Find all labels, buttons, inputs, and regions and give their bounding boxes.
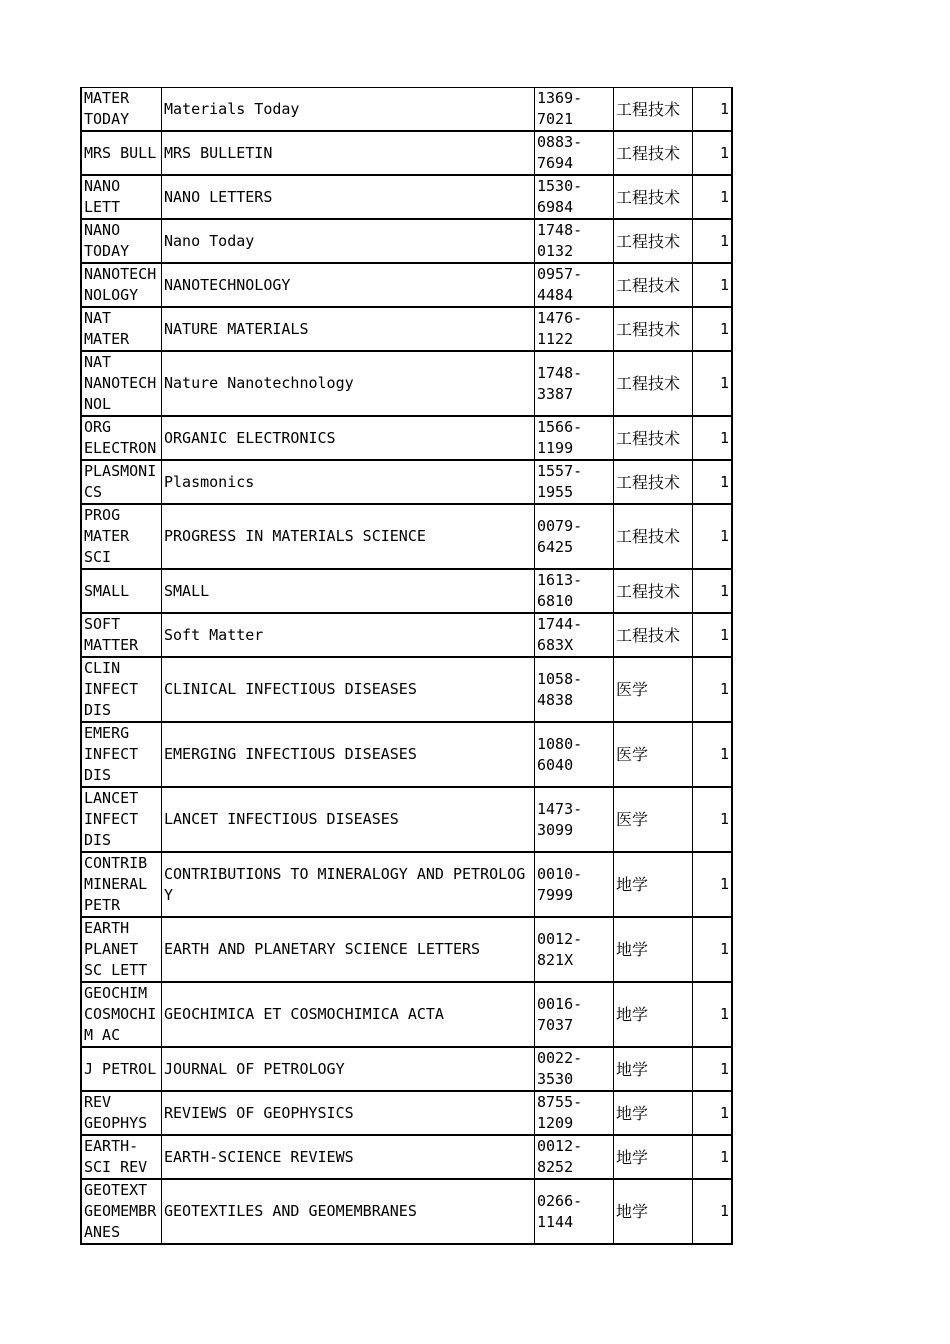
subject-cell: 工程技术 bbox=[614, 219, 693, 263]
issn-cell: 1748- 3387 bbox=[535, 351, 614, 416]
journal-abbreviation-cell: NAT NANOTECH NOL bbox=[81, 351, 162, 416]
rank-cell: 1 bbox=[693, 982, 733, 1047]
issn-cell: 0883- 7694 bbox=[535, 131, 614, 175]
journal-abbreviation-cell: MATER TODAY bbox=[81, 88, 162, 132]
issn-cell: 1557- 1955 bbox=[535, 460, 614, 504]
table-row bbox=[81, 416, 732, 460]
subject-cell: 工程技术 bbox=[614, 88, 693, 132]
table-row bbox=[81, 787, 732, 852]
rank-cell: 1 bbox=[693, 569, 733, 613]
subject-cell: 工程技术 bbox=[614, 131, 693, 175]
table-row bbox=[81, 131, 732, 175]
journal-title-cell: PROGRESS IN MATERIALS SCIENCE bbox=[162, 504, 535, 569]
rank-cell: 1 bbox=[693, 460, 733, 504]
issn-cell: 0012- 821X bbox=[535, 917, 614, 982]
rank-cell: 1 bbox=[693, 1047, 733, 1091]
subject-cell: 医学 bbox=[614, 657, 693, 722]
journal-table-body bbox=[81, 88, 732, 1245]
table-row bbox=[81, 722, 732, 787]
issn-cell: 1748- 0132 bbox=[535, 219, 614, 263]
table-row bbox=[81, 460, 732, 504]
subject-cell: 工程技术 bbox=[614, 263, 693, 307]
rank-cell: 1 bbox=[693, 657, 733, 722]
subject-cell: 工程技术 bbox=[614, 460, 693, 504]
journal-title-cell: SMALL bbox=[162, 569, 535, 613]
issn-cell: 0957- 4484 bbox=[535, 263, 614, 307]
journal-title-cell: EARTH AND PLANETARY SCIENCE LETTERS bbox=[162, 917, 535, 982]
subject-cell: 工程技术 bbox=[614, 175, 693, 219]
journal-abbreviation-cell: LANCET INFECT DIS bbox=[81, 787, 162, 852]
rank-cell: 1 bbox=[693, 787, 733, 852]
issn-cell: 0079- 6425 bbox=[535, 504, 614, 569]
table-row bbox=[81, 88, 732, 132]
issn-cell: 1476- 1122 bbox=[535, 307, 614, 351]
rank-cell: 1 bbox=[693, 722, 733, 787]
issn-cell: 1530- 6984 bbox=[535, 175, 614, 219]
journal-abbreviation-cell: REV GEOPHYS bbox=[81, 1091, 162, 1135]
journal-title-cell: JOURNAL OF PETROLOGY bbox=[162, 1047, 535, 1091]
journal-abbreviation-cell: J PETROL bbox=[81, 1047, 162, 1091]
journal-title-cell: EMERGING INFECTIOUS DISEASES bbox=[162, 722, 535, 787]
rank-cell: 1 bbox=[693, 504, 733, 569]
journal-title-cell: GEOCHIMICA ET COSMOCHIMICA ACTA bbox=[162, 982, 535, 1047]
issn-cell: 0016- 7037 bbox=[535, 982, 614, 1047]
subject-cell: 工程技术 bbox=[614, 504, 693, 569]
rank-cell: 1 bbox=[693, 219, 733, 263]
issn-cell: 0012- 8252 bbox=[535, 1135, 614, 1179]
table-row bbox=[81, 504, 732, 569]
table-row bbox=[81, 852, 732, 917]
journal-title-cell: REVIEWS OF GEOPHYSICS bbox=[162, 1091, 535, 1135]
journal-title-cell: CONTRIBUTIONS TO MINERALOGY AND PETROLOGY bbox=[162, 852, 535, 917]
journal-title-cell: Soft Matter bbox=[162, 613, 535, 657]
journal-table bbox=[80, 87, 733, 1245]
rank-cell: 1 bbox=[693, 917, 733, 982]
journal-abbreviation-cell: NAT MATER bbox=[81, 307, 162, 351]
journal-abbreviation-cell: MRS BULL bbox=[81, 131, 162, 175]
issn-cell: 1613- 6810 bbox=[535, 569, 614, 613]
rank-cell: 1 bbox=[693, 852, 733, 917]
journal-title-cell: Nature Nanotechnology bbox=[162, 351, 535, 416]
journal-abbreviation-cell: ORG ELECTRON bbox=[81, 416, 162, 460]
rank-cell: 1 bbox=[693, 88, 733, 132]
rank-cell: 1 bbox=[693, 351, 733, 416]
subject-cell: 医学 bbox=[614, 722, 693, 787]
issn-cell: 1080- 6040 bbox=[535, 722, 614, 787]
rank-cell: 1 bbox=[693, 131, 733, 175]
issn-cell: 1473- 3099 bbox=[535, 787, 614, 852]
journal-abbreviation-cell: PROG MATER SCI bbox=[81, 504, 162, 569]
journal-abbreviation-cell: EARTH PLANET SC LETT bbox=[81, 917, 162, 982]
subject-cell: 地学 bbox=[614, 917, 693, 982]
subject-cell: 地学 bbox=[614, 982, 693, 1047]
journal-abbreviation-cell: CLIN INFECT DIS bbox=[81, 657, 162, 722]
table-row bbox=[81, 613, 732, 657]
table-row bbox=[81, 1135, 732, 1179]
issn-cell: 0010- 7999 bbox=[535, 852, 614, 917]
journal-title-cell: LANCET INFECTIOUS DISEASES bbox=[162, 787, 535, 852]
journal-title-cell: Plasmonics bbox=[162, 460, 535, 504]
journal-abbreviation-cell: EMERG INFECT DIS bbox=[81, 722, 162, 787]
issn-cell: 8755- 1209 bbox=[535, 1091, 614, 1135]
rank-cell: 1 bbox=[693, 416, 733, 460]
journal-title-cell: Nano Today bbox=[162, 219, 535, 263]
table-row bbox=[81, 351, 732, 416]
rank-cell: 1 bbox=[693, 613, 733, 657]
subject-cell: 地学 bbox=[614, 1179, 693, 1244]
journal-abbreviation-cell: CONTRIB MINERAL PETR bbox=[81, 852, 162, 917]
subject-cell: 工程技术 bbox=[614, 416, 693, 460]
journal-abbreviation-cell: SOFT MATTER bbox=[81, 613, 162, 657]
rank-cell: 1 bbox=[693, 307, 733, 351]
subject-cell: 地学 bbox=[614, 852, 693, 917]
table-row bbox=[81, 917, 732, 982]
journal-abbreviation-cell: PLASMONI CS bbox=[81, 460, 162, 504]
table-row bbox=[81, 263, 732, 307]
table-row bbox=[81, 1091, 732, 1135]
table-row bbox=[81, 982, 732, 1047]
rank-cell: 1 bbox=[693, 175, 733, 219]
rank-cell: 1 bbox=[693, 1135, 733, 1179]
journal-title-cell: GEOTEXTILES AND GEOMEMBRANES bbox=[162, 1179, 535, 1244]
rank-cell: 1 bbox=[693, 1179, 733, 1244]
table-row bbox=[81, 569, 732, 613]
rank-cell: 1 bbox=[693, 1091, 733, 1135]
journal-title-cell: NATURE MATERIALS bbox=[162, 307, 535, 351]
journal-abbreviation-cell: EARTH- SCI REV bbox=[81, 1135, 162, 1179]
subject-cell: 工程技术 bbox=[614, 569, 693, 613]
issn-cell: 1744- 683X bbox=[535, 613, 614, 657]
journal-title-cell: NANOTECHNOLOGY bbox=[162, 263, 535, 307]
journal-title-cell: NANO LETTERS bbox=[162, 175, 535, 219]
subject-cell: 地学 bbox=[614, 1135, 693, 1179]
issn-cell: 0266- 1144 bbox=[535, 1179, 614, 1244]
journal-title-cell: EARTH-SCIENCE REVIEWS bbox=[162, 1135, 535, 1179]
subject-cell: 医学 bbox=[614, 787, 693, 852]
issn-cell: 1566- 1199 bbox=[535, 416, 614, 460]
subject-cell: 地学 bbox=[614, 1091, 693, 1135]
table-row bbox=[81, 1047, 732, 1091]
journal-abbreviation-cell: GEOTEXT GEOMEMBR ANES bbox=[81, 1179, 162, 1244]
journal-abbreviation-cell: GEOCHIM COSMOCHI M AC bbox=[81, 982, 162, 1047]
journal-title-cell: MRS BULLETIN bbox=[162, 131, 535, 175]
rank-cell: 1 bbox=[693, 263, 733, 307]
subject-cell: 工程技术 bbox=[614, 613, 693, 657]
issn-cell: 1369- 7021 bbox=[535, 88, 614, 132]
issn-cell: 1058- 4838 bbox=[535, 657, 614, 722]
table-row bbox=[81, 1179, 732, 1244]
table-row bbox=[81, 657, 732, 722]
subject-cell: 地学 bbox=[614, 1047, 693, 1091]
journal-title-cell: ORGANIC ELECTRONICS bbox=[162, 416, 535, 460]
journal-abbreviation-cell: NANOTECH NOLOGY bbox=[81, 263, 162, 307]
subject-cell: 工程技术 bbox=[614, 307, 693, 351]
table-row bbox=[81, 175, 732, 219]
issn-cell: 0022- 3530 bbox=[535, 1047, 614, 1091]
journal-title-cell: Materials Today bbox=[162, 88, 535, 132]
journal-title-cell: CLINICAL INFECTIOUS DISEASES bbox=[162, 657, 535, 722]
journal-abbreviation-cell: NANO TODAY bbox=[81, 219, 162, 263]
journal-abbreviation-cell: SMALL bbox=[81, 569, 162, 613]
subject-cell: 工程技术 bbox=[614, 351, 693, 416]
table-row bbox=[81, 307, 732, 351]
table-row bbox=[81, 219, 732, 263]
journal-abbreviation-cell: NANO LETT bbox=[81, 175, 162, 219]
